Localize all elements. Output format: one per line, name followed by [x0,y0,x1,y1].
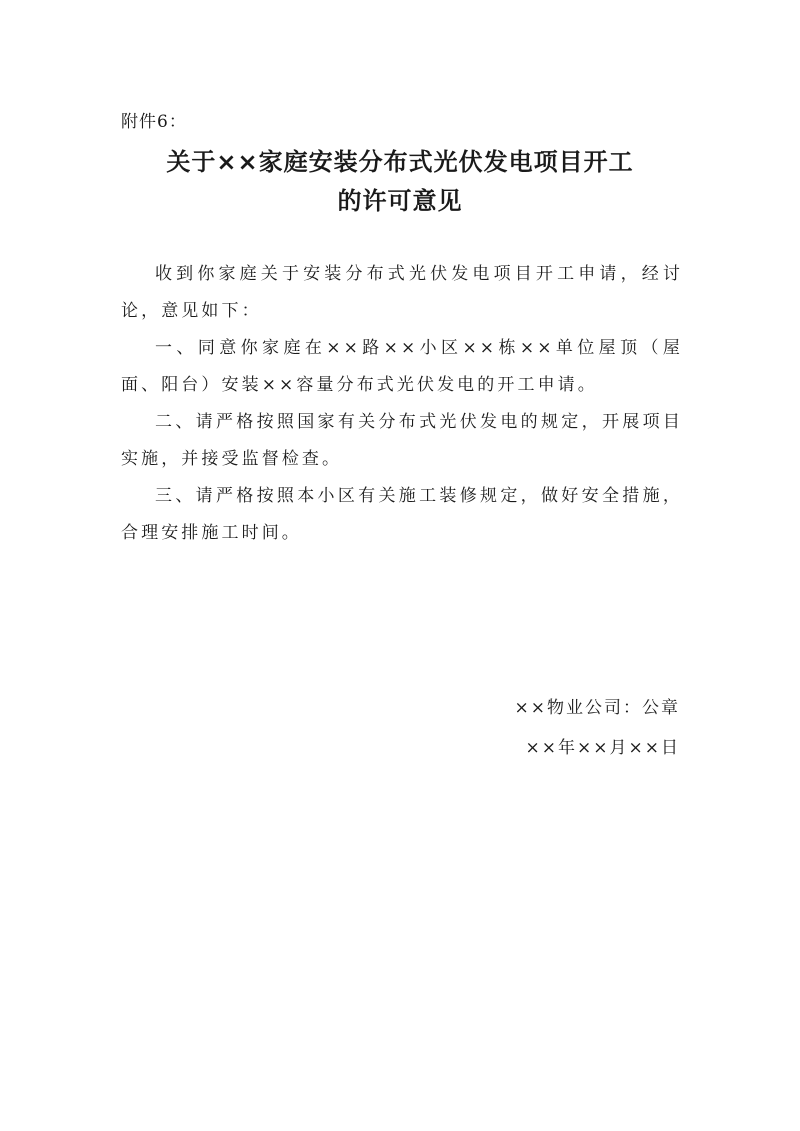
document-title-line-2: 的许可意见 [337,187,463,215]
item-paragraph-2: 二、请严格按照国家有关分布式光伏发电的规定，开展项目实施，并接受监督检查。 [121,412,683,469]
attachment-label: 附件6： [121,112,187,132]
item-paragraph-3: 三、请严格按照本小区有关施工装修规定，做好安全措施，合理安排施工时间。 [121,486,683,543]
document-title-line-1: 关于××家庭安装分布式光伏发电项目开工 [166,148,634,176]
intro-paragraph: 收到你家庭关于安装分布式光伏发电项目开工申请，经讨论，意见如下： [121,264,683,321]
document-body [121,256,683,552]
signature-date: ××年××月××日 [525,738,680,758]
signature-company: ××物业公司：公章 [514,698,680,718]
item-paragraph-1: 一、同意你家庭在××路××小区××栋××单位屋顶（屋面、阳台）安装××容量分布式光伏发电的开工申请。 [121,338,683,395]
